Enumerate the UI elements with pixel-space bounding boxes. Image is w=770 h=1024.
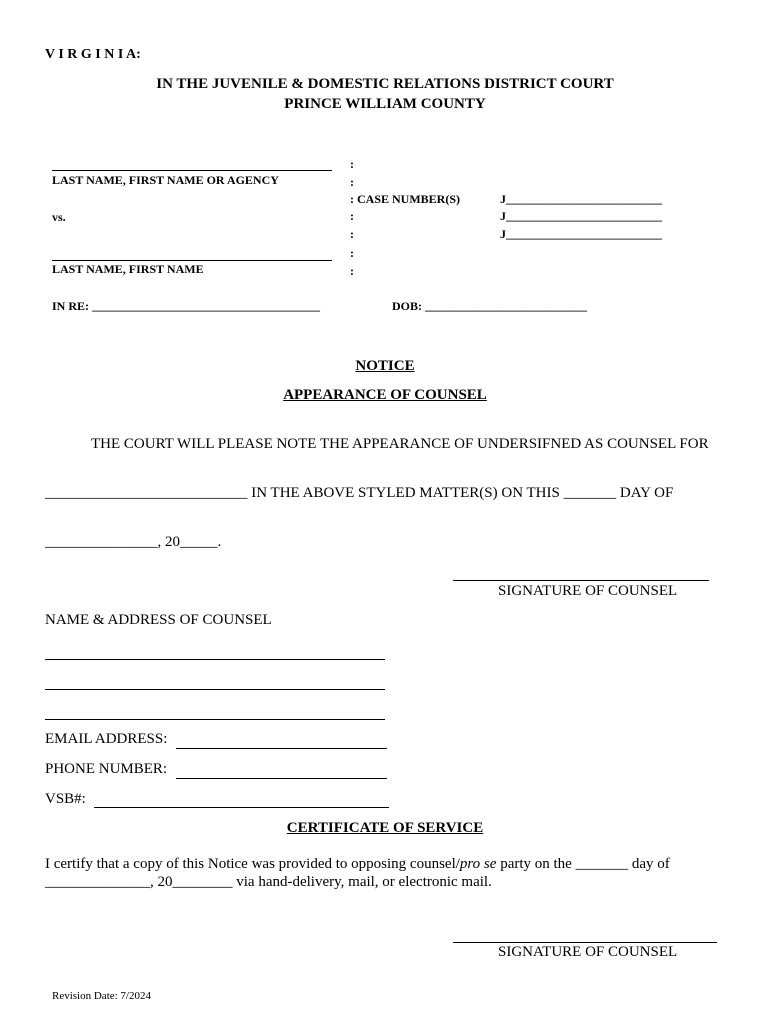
notice-body-line2: ___________________________ IN THE ABOVE STYLED MATTER(S) ON THIS _______ DAY OF [45, 485, 674, 501]
caption-colon: : [350, 227, 354, 241]
notice-title: NOTICE [355, 358, 415, 374]
dob-field: DOB: ___________________________ [392, 299, 587, 313]
notice-body-line1: THE COURT WILL PLEASE NOTE THE APPEARANCE OF UNDERSIFNED AS COUNSEL FOR [91, 436, 709, 452]
address-line [45, 719, 385, 720]
party2-line [52, 260, 332, 261]
notice-subtitle: APPEARANCE OF COUNSEL [283, 387, 487, 403]
caption-colon: : [350, 157, 354, 171]
phone-label: PHONE NUMBER: [45, 761, 168, 777]
caption-colon: : [350, 264, 354, 278]
party1-label: LAST NAME, FIRST NAME OR AGENCY [52, 173, 279, 187]
email-label: EMAIL ADDRESS: [45, 731, 168, 747]
pro-se-text: pro se [459, 856, 497, 872]
email-line [176, 748, 387, 749]
certificate-line1-end: party on the _______ day of [496, 856, 670, 872]
case-number-label: : CASE NUMBER(S) [350, 192, 461, 206]
vs-label: vs. [52, 210, 66, 224]
state-heading: V I R G I N I A: [45, 47, 141, 62]
case-number-field: J__________________________ [500, 227, 662, 241]
signature-line [453, 580, 709, 581]
caption-colon: : [350, 175, 354, 189]
notice-body-line3: _______________, 20_____. [45, 534, 222, 550]
caption-colon: : [350, 246, 354, 260]
phone-line [176, 778, 387, 779]
in-re-field: IN RE: ______________________________________ [52, 299, 321, 313]
party2-label: LAST NAME, FIRST NAME [52, 262, 204, 276]
party1-line [52, 170, 332, 171]
certificate-line1-start: I certify that a copy of this Notice was provided to opposing counsel/ [45, 856, 460, 872]
name-address-label: NAME & ADDRESS OF COUNSEL [45, 612, 272, 628]
certificate-signature-label: SIGNATURE OF COUNSEL [498, 944, 678, 960]
certificate-line2: ______________, 20________ via hand-delivery, mail, or electronic mail. [45, 874, 492, 890]
case-number-field: J__________________________ [500, 209, 662, 223]
certificate-signature-line [453, 942, 717, 943]
address-line [45, 689, 385, 690]
county-name: PRINCE WILLIAM COUNTY [284, 96, 486, 112]
signature-label: SIGNATURE OF COUNSEL [498, 583, 678, 599]
court-name: IN THE JUVENILE & DOMESTIC RELATIONS DISTRICT COURT [156, 76, 614, 92]
certificate-title: CERTIFICATE OF SERVICE [286, 820, 484, 836]
vsb-line [94, 807, 389, 808]
address-line [45, 659, 385, 660]
caption-colon: : [350, 209, 354, 223]
certificate-line1 [45, 856, 670, 873]
case-number-field: J__________________________ [500, 192, 662, 206]
revision-date: Revision Date: 7/2024 [52, 990, 151, 1002]
vsb-label: VSB#: [45, 791, 86, 807]
